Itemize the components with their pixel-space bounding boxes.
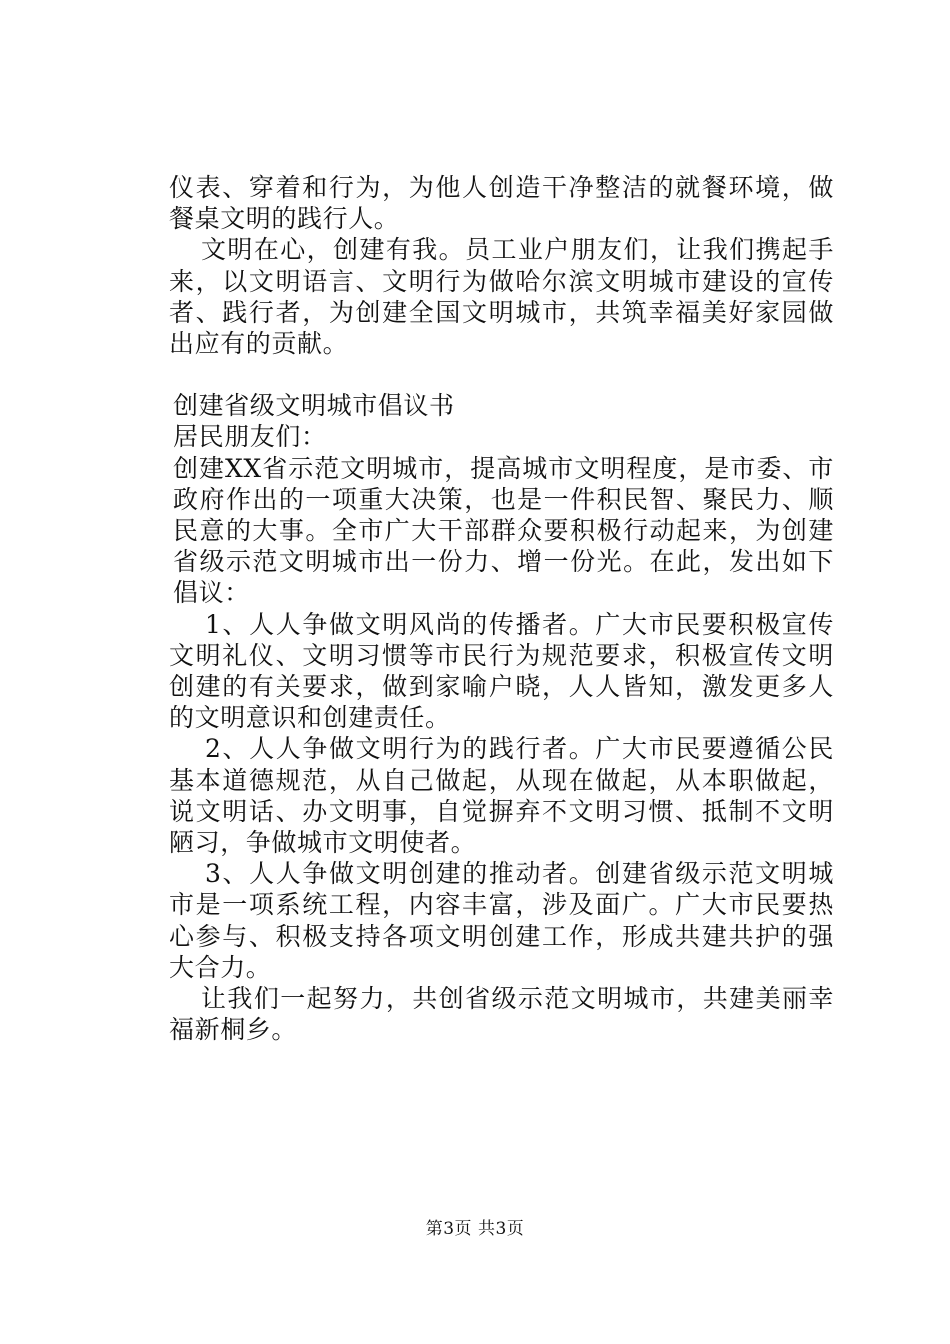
page-number-footer: 第3页 共3页 — [425, 1219, 525, 1239]
paragraph-civility-call: 文明在心，创建有我。员工业户朋友们，让我们携起手来，以文明语言、文明行为做哈尔滨文明城市建设的宣传者、践行者，为创建全国文明城市，共筑幸福美好家园做出应有的贡献。 — [169, 235, 834, 359]
proposal-item-2: 2、人人争做文明行为的践行者。广大市民要遵循公民基本道德规范，从自己做起，从现在做起，从本职做起，说文明话、办文明事，自觉摒弃不文明习惯、抵制不文明陋习，争做城市文明使者。 — [169, 734, 834, 858]
paragraph-spacer — [169, 359, 834, 390]
paragraph-continuation: 仪表、穿着和行为，为他人创造干净整洁的就餐环境，做餐桌文明的践行人。 — [169, 173, 834, 234]
salutation: 居民朋友们： — [173, 422, 327, 452]
proposal-item-1: 1、人人争做文明风尚的传播者。广大市民要积极宣传文明礼仪、文明习惯等市民行为规范要求，积极宣传文明创建的有关要求，做到家喻户晓，人人皆知，激发更多人的文明意识和创建责任。 — [169, 609, 834, 733]
intro-paragraph: 创建XX省示范文明城市，提高城市文明程度，是市委、市政府作出的一项重大决策，也是一件积民智、聚民力、顺民意的大事。全市广大干部群众要积极行动起来，为创建省级示范文明城市出一份力、增一份光。在此，发出如下倡议： — [173, 453, 834, 608]
proposal-item-3: 3、人人争做文明创建的推动者。创建省级示范文明城市是一项系统工程，内容丰富，涉及面广。广大市民要热心参与、积极支持各项文明创建工作，形成共建共护的强大合力。 — [169, 859, 834, 982]
section-title: 创建省级文明城市倡议书 — [173, 391, 455, 421]
closing-paragraph: 让我们一起努力，共创省级示范文明城市，共建美丽幸福新桐乡。 — [169, 984, 834, 1045]
document-body — [169, 172, 834, 1045]
